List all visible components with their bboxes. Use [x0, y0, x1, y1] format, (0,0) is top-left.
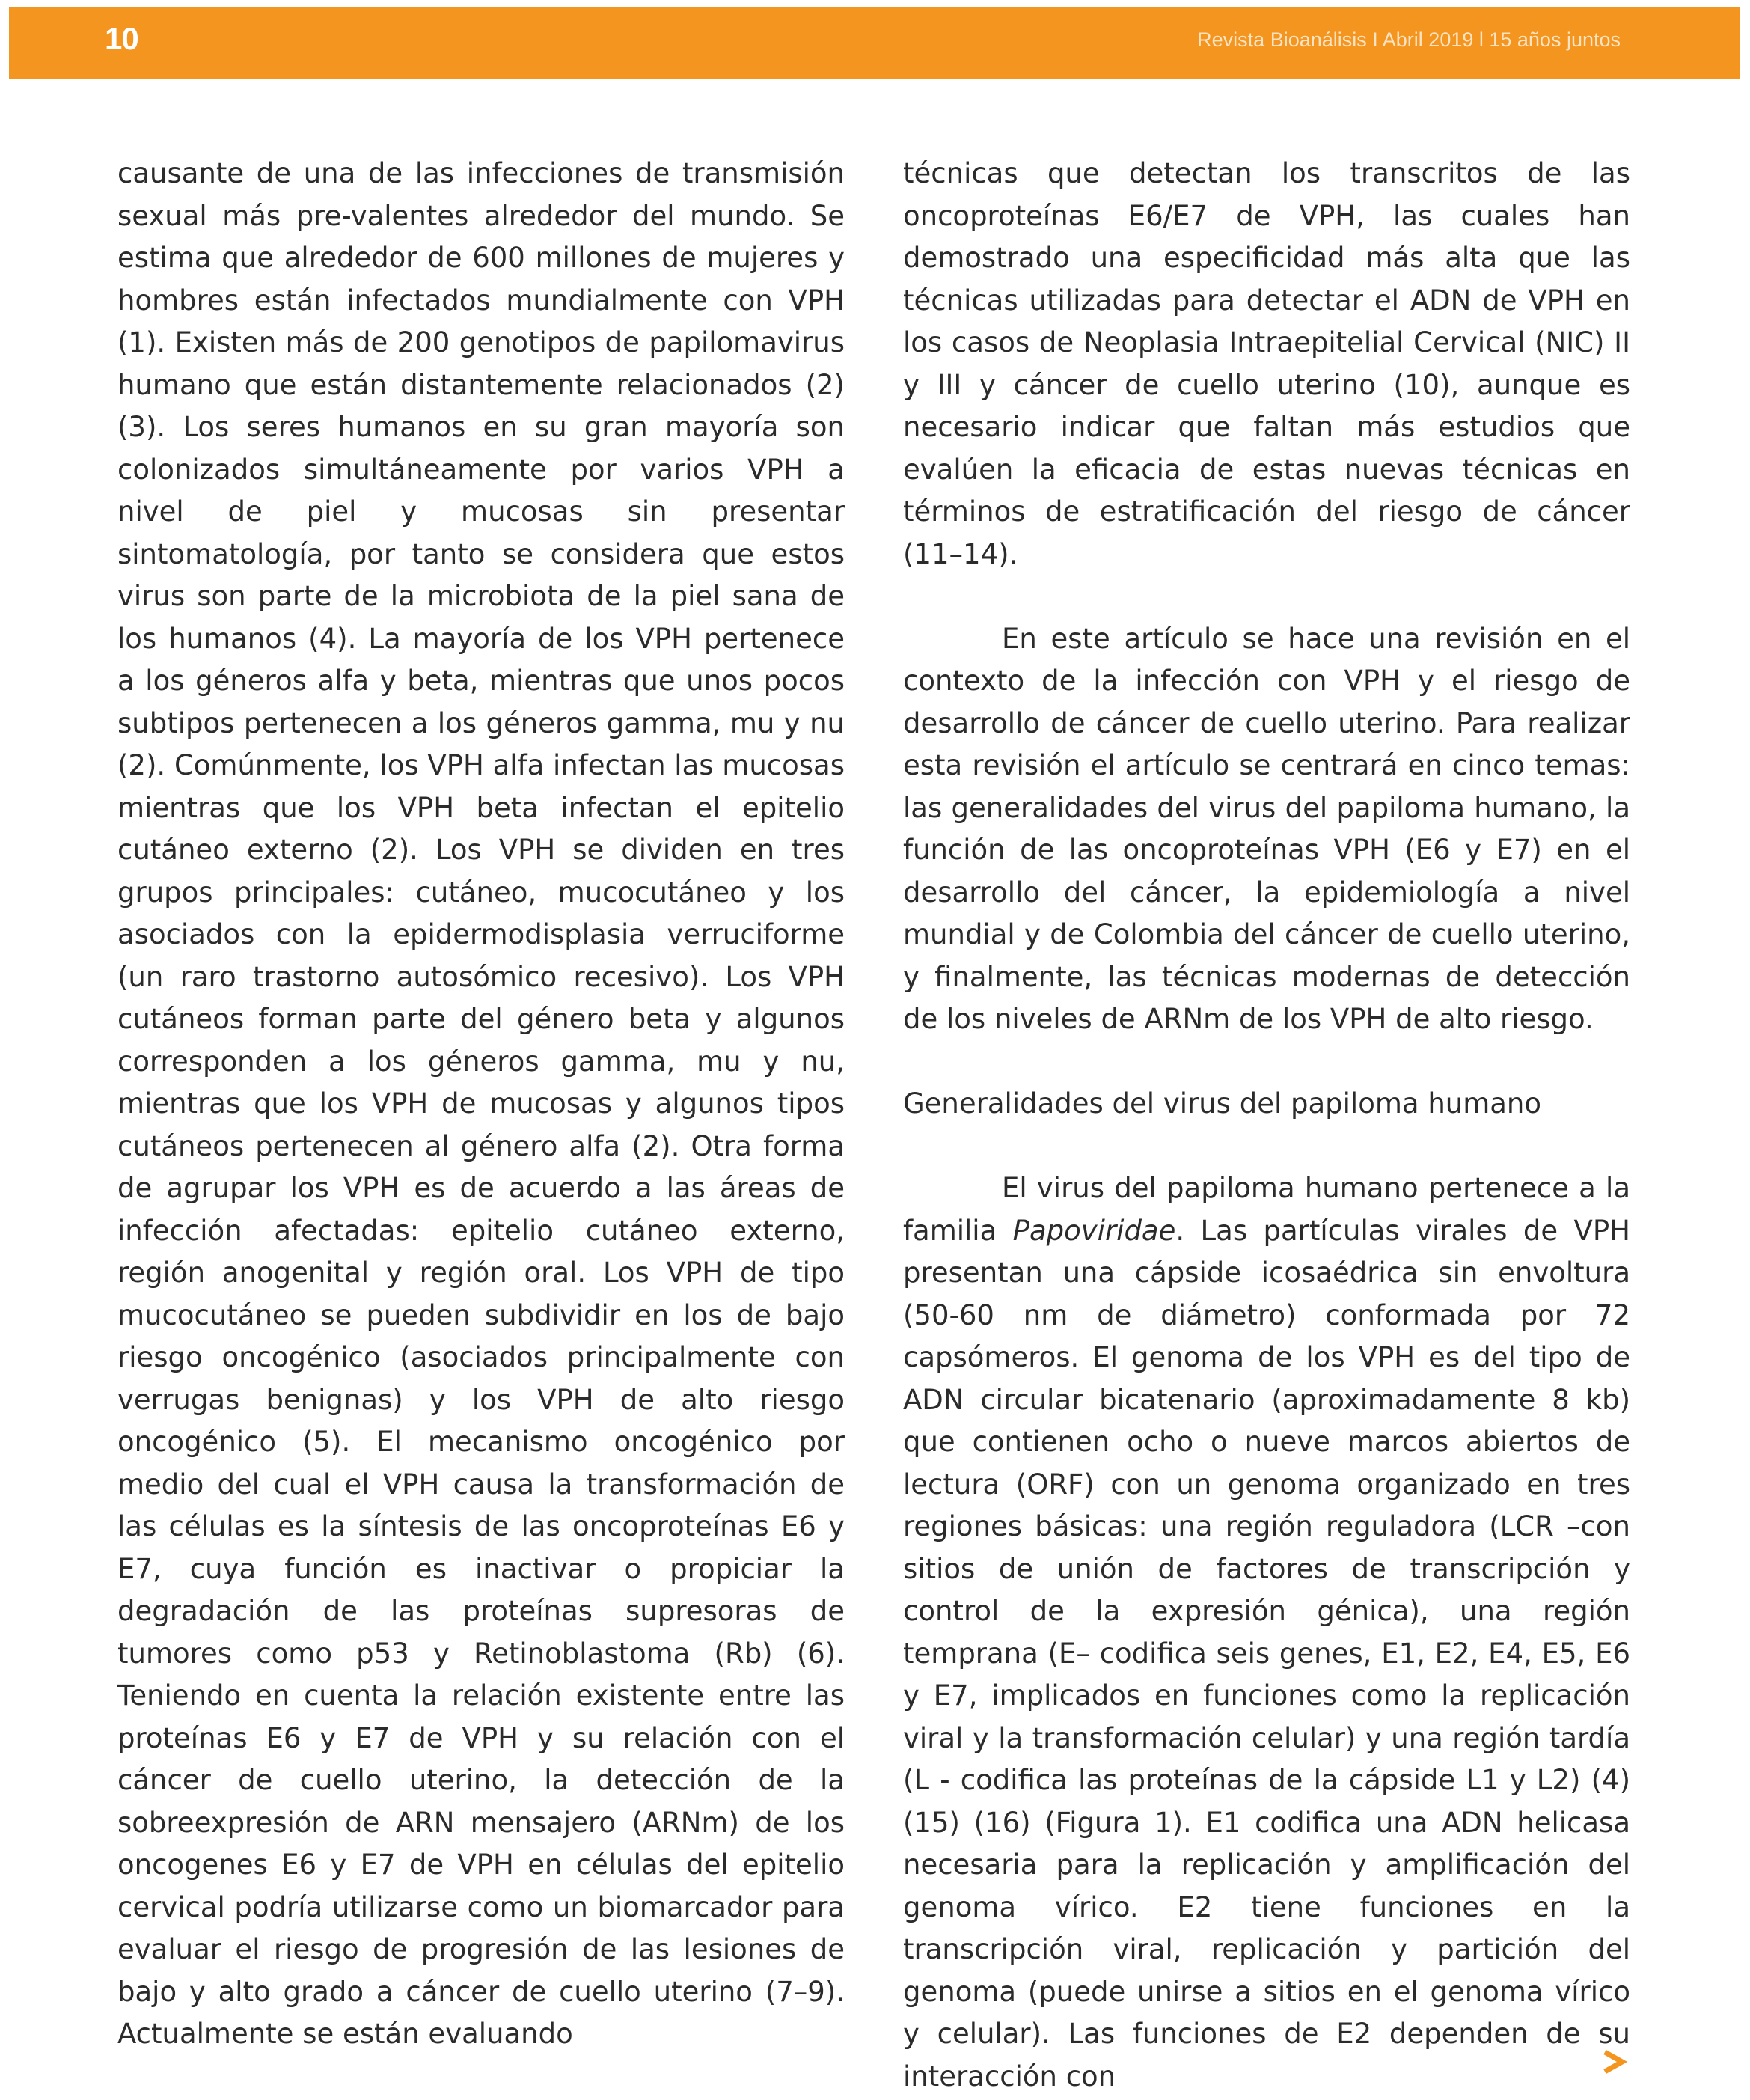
text-run: . Las partículas virales de VPH presentan una cápside icosaédrica sin envoltura (50-60 nm de diámetro) conformada por 72 capsómeros. El genoma de los VPH es del tipo de ADN circular bicatenario (aproximadamente 8 kb) que contienen ocho o nueve marcos abiertos de lectura (ORF) con un genoma organizado en tres regiones básicas: una región reguladora (LCR –con sitios de unión de factores de transcripción y control de la expresión génica), una región temprana (E– codifica seis genes, E1, E2, E4, E5, E6 y E7, implicados en funciones como la replicación viral y la transformación celular) y una región tardía (L - codifica las proteínas de la cápside L1 y L2) (4) (15) (16) (Figura 1). E1 codifica una ADN helicasa necesaria para la replicación y amplificación del genoma vírico. E2 tiene funciones en la transcripción viral, replicación y partición del genoma (puede unirse a sitios en el genoma vírico y celular). Las funciones de E2 dependen de su interacción con [903, 1214, 1631, 2093]
text-run: El virus del papiloma humano pertenece a la familia [903, 1172, 1630, 1247]
italic-term: Papoviridae [1012, 1214, 1176, 1247]
body-paragraph: técnicas que detectan los transcritos de las oncoproteínas E6/E7 de VPH, las cuales han demostrado una especificidad más alta que las técnicas utilizadas para detectar el ADN de VPH en los casos de Neoplasia Intraepitelial Cervical (NIC) II y III y cáncer de cuello uterino (10), aunque es necesario indicar que faltan más estudios que evalúen la eficacia de estas nuevas técnicas en términos de estratificación del riesgo de cáncer (11–14). [903, 157, 1630, 570]
chevron-right-icon[interactable] [1601, 2049, 1627, 2075]
page-header [9, 7, 1740, 79]
right-column [903, 153, 1630, 2098]
page-number: 10 [105, 21, 138, 56]
body-paragraph [903, 1167, 1630, 2098]
section-heading: Generalidades del virus del papiloma humano [903, 1087, 1542, 1120]
body-paragraph: causante de una de las infecciones de transmisión sexual más pre-valentes alrededor del mundo. Se estima que alrededor de 600 millones de mujeres y hombres están infectados mundialmente con VPH (1). Existen más de 200 genotipos de papilomavirus humano que están distantemente relacionados (2) (3). Los seres humanos en su gran mayoría son colonizados simultáneamente por varios VPH a nivel de piel y mucosas sin presentar sintomatología, por tanto se considera que estos virus son parte de la microbiota de la piel sana de los humanos (4). La mayoría de los VPH pertenece a los géneros alfa y beta, mientras que unos pocos subtipos pertenecen a los géneros gamma, mu y nu (2). Comúnmente, los VPH alfa infectan las mucosas mientras que los VPH beta infectan el epitelio cutáneo externo (2). Los VPH se dividen en tres grupos principales: cutáneo, mucocutáneo y los asociados con la epidermodisplasia verruciforme (un raro trastorno autosómico recesivo). Los VPH cutáneos forman parte del género beta y algunos corresponden a los géneros gamma, mu y nu, mientras que los VPH de mucosas y algunos tipos cutáneos pertenecen al género alfa (2). Otra forma de agrupar los VPH es de acuerdo a las áreas de infección afectadas: epitelio cutáneo externo, región anogenital y región oral. Los VPH de tipo mucocutáneo se pueden subdividir en los de bajo riesgo oncogénico (asociados principalmente con verrugas benignas) y los VPH de alto riesgo oncogénico (5). El mecanismo oncogénico por medio del cual el VPH causa la transformación de las células es la síntesis de las oncoproteínas E6 y E7, cuya función es inactivar o propiciar la degradación de las proteínas supresoras de tumores como p53 y Retinoblastoma (Rb) (6). Teniendo en cuenta la relación existente entre las proteínas E6 y E7 de VPH y su relación con el cáncer de cuello uterino, la detección de la sobreexpresión de ARN mensajero (ARNm) de los oncogenes E6 y E7 de VPH en células del epitelio cervical podría utilizarse como un biomarcador para evaluar el riesgo de progresión de las lesiones de bajo y alto grado a cáncer de cuello uterino (7–9). Actualmente se están evaluando [117, 157, 845, 2050]
body-paragraph: En este artículo se hace una revisión en el contexto de la infección con VPH y el riesgo de desarrollo de cáncer de cuello uterino. Para realizar esta revisión el artículo se centrará en cinco temas: las generalidades del virus del papiloma humano, la función de las oncoproteínas VPH (E6 y E7) en el desarrollo del cáncer, la epidemiología a nivel mundial y de Colombia del cáncer de cuello uterino, y finalmente, las técnicas modernas de detección de los niveles de ARNm de los VPH de alto riesgo. [903, 622, 1630, 1035]
running-head: Revista Bioanálisis I Abril 2019 l 15 años juntos [1197, 28, 1621, 51]
left-column [117, 153, 845, 2056]
